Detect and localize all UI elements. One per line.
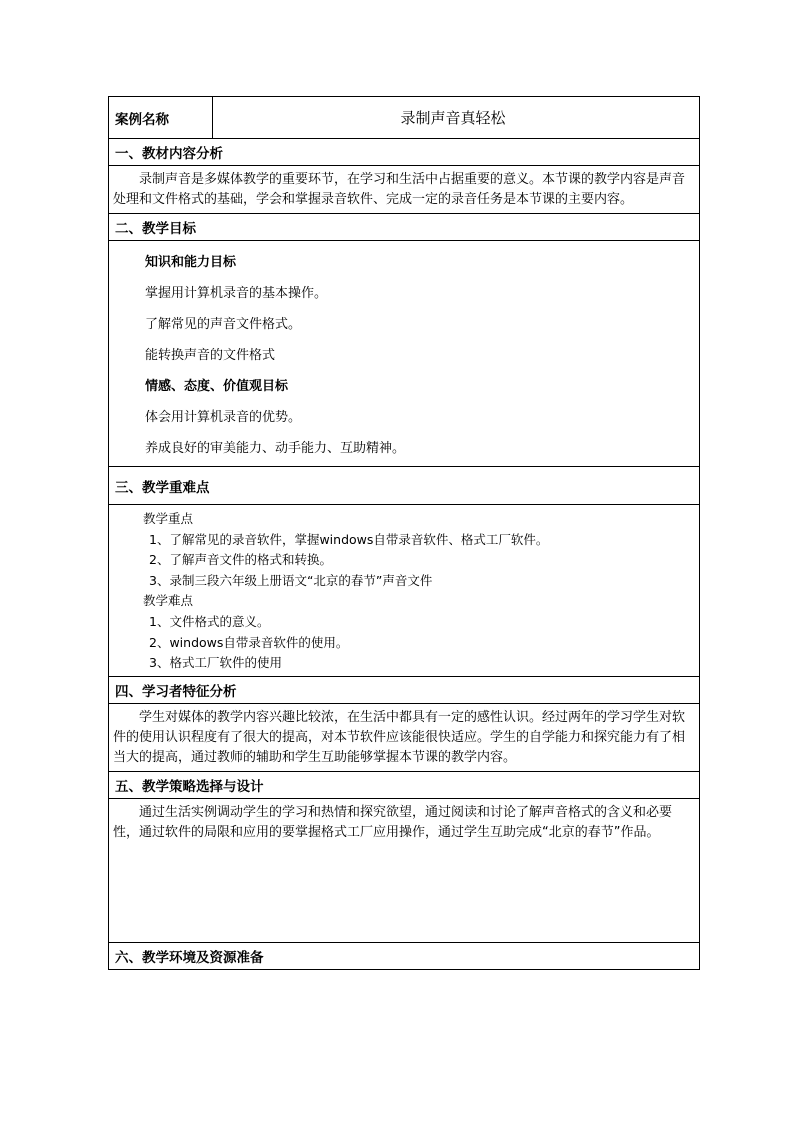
section-6-heading: 六、教学环境及资源准备 bbox=[109, 942, 699, 969]
section-3-heading: 三、教学重难点 bbox=[109, 466, 699, 504]
goal-subheading-knowledge: 知识和能力目标 bbox=[145, 255, 237, 270]
point-item: 3、录制三段六年级上册语文“北京的春节”声音文件 bbox=[149, 572, 433, 588]
case-name-row bbox=[109, 97, 699, 138]
section-2-heading: 二、教学目标 bbox=[109, 213, 699, 240]
goal-item: 能转换声音的文件格式 bbox=[145, 348, 276, 363]
lesson-plan-table bbox=[108, 96, 700, 970]
goal-item: 体会用计算机录音的优势。 bbox=[145, 410, 302, 425]
goal-item: 掌握用计算机录音的基本操作。 bbox=[145, 286, 328, 301]
point-item: 3、格式工厂软件的使用 bbox=[149, 655, 282, 671]
goal-item: 了解常见的声音文件格式。 bbox=[145, 317, 302, 332]
point-item: 1、文件格式的意义。 bbox=[149, 613, 270, 629]
point-item: 2、了解声音文件的格式和转换。 bbox=[149, 552, 332, 568]
point-item: 2、windows自带录音软件的使用。 bbox=[149, 634, 349, 650]
section-1-heading: 一、教材内容分析 bbox=[109, 138, 699, 165]
section-1-text: 录制声音是多媒体教学的重要环节，在学习和生活中占据重要的意义。本节课的教学内容是声音处理和文件格式的基础，学会和掌握录音软件、完成一定的录音任务是本节课的主要内容。 bbox=[109, 165, 699, 213]
goal-subheading-emotion: 情感、态度、价值观目标 bbox=[145, 379, 289, 394]
key-points bbox=[109, 504, 699, 676]
teaching-goals bbox=[109, 240, 699, 466]
section-5-heading: 五、教学策略选择与设计 bbox=[109, 771, 699, 798]
point-item: 1、了解常见的录音软件，掌握windows自带录音软件、格式工厂软件。 bbox=[149, 531, 549, 547]
case-name-label: 案例名称 bbox=[109, 97, 213, 138]
points-subheading-key: 教学重点 bbox=[143, 511, 194, 526]
case-title: 录制声音真轻松 bbox=[400, 109, 506, 127]
section-4-text: 学生对媒体的教学内容兴趣比较浓，在生活中都具有一定的感性认识。经过两年的学习学生对软件的使用认识程度有了很大的提高，对本节软件应该能很快适应。学生的自学能力和探究能力有了相当大的提高，通过教师的辅助和学生互助能够掌握本节课的教学内容。 bbox=[109, 703, 699, 771]
section-4-heading: 四、学习者特征分析 bbox=[109, 676, 699, 703]
points-subheading-difficult: 教学难点 bbox=[143, 593, 194, 609]
goal-item: 养成良好的审美能力、动手能力、互助精神。 bbox=[145, 441, 406, 456]
section-5-text: 通过生活实例调动学生的学习和热情和探究欲望，通过阅读和讨论了解声音格式的含义和必要性，通过软件的局限和应用的要掌握格式工厂应用操作，通过学生互助完成“北京的春节”作品。 bbox=[109, 798, 699, 942]
